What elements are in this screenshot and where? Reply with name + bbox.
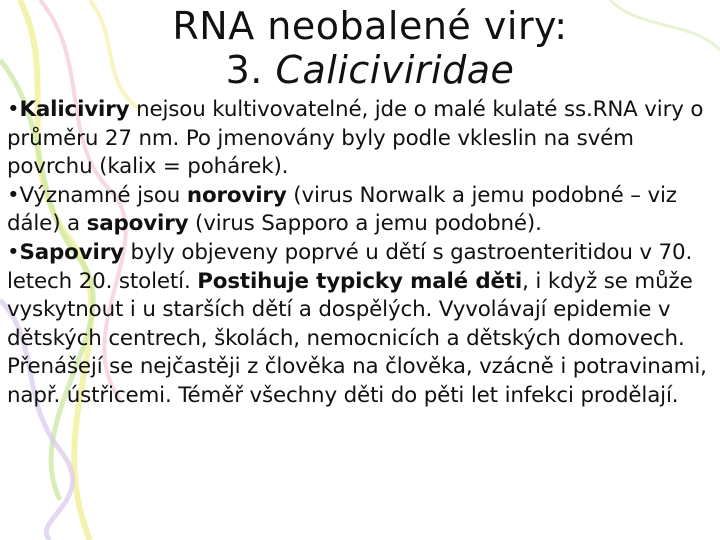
title-line-2 (110, 48, 630, 92)
title-family-name: Caliciviridae (275, 48, 515, 92)
bullet-text: , i když se může vyskytnout i u starších dětí a dospělých. Vyvolávají epidemie v dětských centrech, školách, nemocnicích a dětských domovech. Přenášejí se nejčastěji z člověka na člověka, vzácně i potravinami, např. ústřicemi. Téměř všechny děti do pěti let infekci prodělají. (7, 268, 707, 408)
bullet-text: nejsou kultivovatelné, jde o malé kulaté ss.RNA viry o průměru 27 nm. Po jmenovány byly podle vkleslin na svém povrchu (kalix = pohárek). (7, 97, 704, 180)
emphasis-small-children: Postihuje typicky malé děti (197, 268, 523, 294)
title-line-1: RNA neobalené viry: (172, 4, 568, 48)
bullet-marker: • (7, 97, 20, 122)
bullet-marker: • (7, 182, 20, 208)
term-sapoviry-heading: Sapoviry (19, 239, 124, 265)
term-sapoviry: sapoviry (86, 211, 189, 237)
slide-title (110, 4, 630, 92)
bullet-sapoviry (7, 239, 719, 411)
bullet-text: (virus Sapporo a jemu podobné). (188, 211, 542, 237)
title-number: 3. (225, 48, 276, 92)
bullet-marker: • (7, 239, 20, 265)
term-kaliciviry: Kaliciviry (19, 97, 130, 122)
bullet-vyznamne (7, 182, 719, 239)
bullet-text: byly objeveny poprvé u dětí s gastroenteritidou v 70. letech 20. století. (7, 239, 693, 294)
slide-body (7, 96, 719, 411)
bullet-text: (virus Norwalk a jemu podobné – viz dále) a (7, 182, 677, 237)
bullet-text: Významné jsou (19, 182, 187, 208)
term-noroviry: noroviry (186, 182, 287, 208)
bullet-kaliciviry (7, 96, 719, 182)
